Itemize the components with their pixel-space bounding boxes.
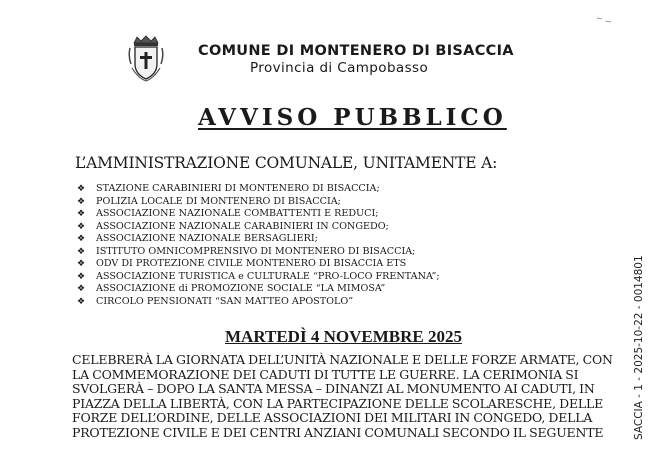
diamond-bullet-icon: ❖	[77, 246, 86, 257]
diamond-bullet-icon: ❖	[77, 196, 86, 207]
list-item	[77, 233, 440, 246]
scan-mark-icon	[596, 16, 612, 24]
event-description	[72, 352, 613, 441]
list-item-text: ISTITUTO OMNICOMPRENSIVO DI MONTENERO DI BISACCIA;	[96, 245, 416, 257]
intro-heading: L’AMMINISTRAZIONE COMUNALE, UNITAMENTE A:	[75, 154, 498, 172]
diamond-bullet-icon: ❖	[77, 234, 86, 244]
list-item-text: ASSOCIAZIONE NAZIONALE BERSAGLIERI;	[96, 233, 318, 244]
list-item	[77, 208, 440, 221]
diamond-bullet-icon: ❖	[77, 221, 86, 232]
list-item	[77, 283, 440, 296]
list-item-text: POLIZIA LOCALE DI MONTENERO DI BISACCIA;	[96, 195, 341, 207]
partner-list	[77, 183, 440, 308]
municipal-crest-icon	[128, 34, 164, 82]
list-item	[77, 196, 440, 209]
protocol-stamp: SACCIA - 1 - 2025-10-22 - 0014801	[633, 255, 645, 440]
list-item	[77, 183, 440, 196]
list-item-text: ASSOCIAZIONE NAZIONALE COMBATTENTI E REDUCI;	[96, 208, 379, 219]
list-item-text: CIRCOLO PENSIONATI “SAN MATTEO APOSTOLO”	[96, 295, 354, 307]
diamond-bullet-icon: ❖	[77, 271, 86, 282]
list-item-text: ODV DI PROTEZIONE CIVILE MONTENERO DI BISACCIA ETS	[96, 258, 407, 269]
description-line: CELEBRERÀ LA GIORNATA DELL’UNITÀ NAZIONALE E DELLE FORZE ARMATE, CON	[72, 352, 613, 367]
event-date: MARTEDÌ 4 NOVEMBRE 2025	[225, 327, 462, 346]
province-name: Provincia di Campobasso	[250, 60, 429, 76]
list-item-text: ASSOCIAZIONE NAZIONALE CARABINIERI IN CONGEDO;	[96, 220, 389, 232]
list-item	[77, 271, 440, 284]
diamond-bullet-icon: ❖	[77, 209, 86, 219]
municipality-name: COMUNE DI MONTENERO DI BISACCIA	[198, 43, 514, 59]
list-item-text: ASSOCIAZIONE TURISTICA e CULTURALE “PRO-LOCO FRENTANA”;	[96, 270, 440, 282]
diamond-bullet-icon: ❖	[77, 284, 86, 294]
description-line: SVOLGERÀ – DOPO LA SANTA MESSA – DINANZI AL MONUMENTO AI CADUTI, IN	[72, 381, 595, 397]
list-item	[77, 258, 440, 271]
notice-title: AVVISO PUBBLICO	[198, 104, 507, 131]
description-line: FORZE DELL’ORDINE, DELLE ASSOCIAZIONI DEI MILITARI IN CONGEDO, DELLA	[72, 410, 593, 426]
list-item	[77, 246, 440, 259]
list-item-text: STAZIONE CARABINIERI DI MONTENERO DI BISACCIA;	[96, 183, 380, 194]
diamond-bullet-icon: ❖	[77, 296, 86, 307]
diamond-bullet-icon: ❖	[77, 259, 86, 269]
diamond-bullet-icon: ❖	[77, 184, 86, 194]
list-item-text: ASSOCIAZIONE di PROMOZIONE SOCIALE “LA MIMOSA”	[96, 283, 386, 294]
list-item	[77, 296, 440, 309]
list-item	[77, 221, 440, 234]
description-line: PIAZZA DELLA LIBERTÀ, CON LA PARTECIPAZIONE DELLE SCOLARESCHE, DELLE	[72, 395, 603, 411]
description-line: LA COMMEMORAZIONE DEI CADUTI DI TUTTE LE GUERRE. LA CERIMONIA SI	[72, 366, 579, 382]
description-line: PROTEZIONE CIVILE E DEI CENTRI ANZIANI COMUNALI SECONDO IL SEGUENTE	[72, 424, 604, 440]
